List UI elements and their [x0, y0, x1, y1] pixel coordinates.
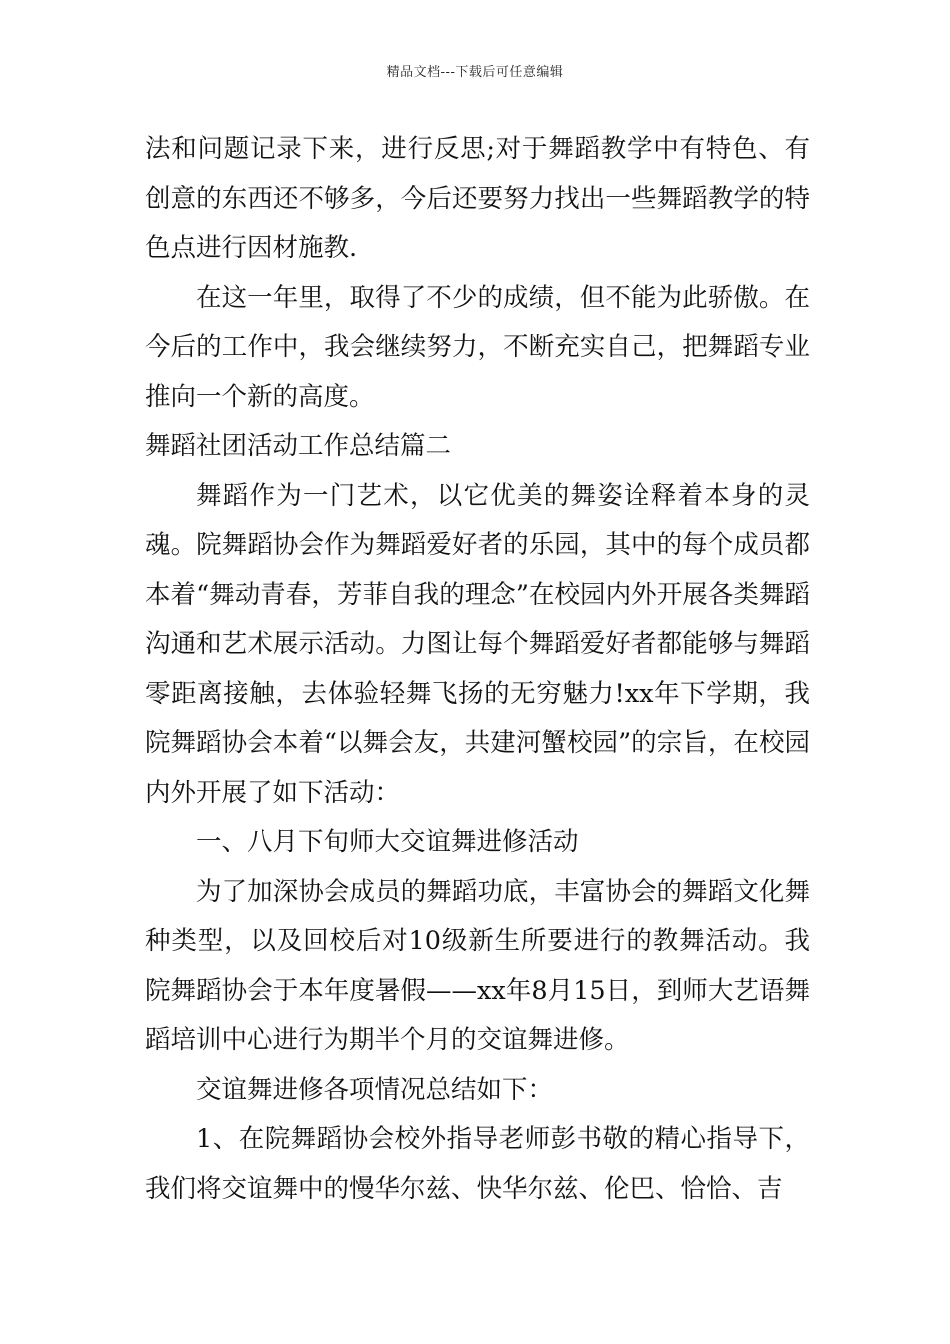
- page-header: 精品文档---下载后可任意编辑: [386, 65, 564, 80]
- paragraph-purpose: 为了加深协会成员的舞蹈功底，丰富协会的舞蹈文化舞种类型，以及回校后对10级新生所要进行的教舞活动。我院舞蹈协会于本年度暑假——xx年8月15日，到师大艺语舞蹈培训中心进行为期半个月的交谊舞进修。: [145, 876, 810, 1055]
- document-body: [145, 125, 810, 1214]
- section-title: 舞蹈社团活动工作总结篇二: [145, 431, 452, 461]
- paragraph-summary-lead: 交谊舞进修各项情况总结如下：: [196, 1074, 554, 1105]
- paragraph-conclusion: 在这一年里，取得了不少的成绩，但不能为此骄傲。在今后的工作中，我会继续努力，不断充实自己，把舞蹈专业推向一个新的高度。: [145, 282, 810, 412]
- paragraph-item-1: 1、在院舞蹈协会校外指导老师彭书敬的精心指导下，我们将交谊舞中的慢华尔兹、快华尔兹、伦巴、恰恰、吉: [145, 1124, 810, 1204]
- subsection-heading: 一、八月下旬师大交谊舞进修活动: [196, 827, 579, 857]
- paragraph-intro: 舞蹈作为一门艺术，以它优美的舞姿诠释着本身的灵魂。院舞蹈协会作为舞蹈爱好者的乐园，其中的每个成员都本着“舞动青春，芳菲自我的理念”在校园内外开展各类舞蹈沟通和艺术展示活动。力图让每个舞蹈爱好者都能够与舞蹈零距离接触，去体验轻舞飞扬的无穷魅力!xx年下学期，我院舞蹈协会本着“以舞会友，共建河蟹校园”的宗旨，在校园内外开展了如下活动：: [145, 480, 810, 808]
- paragraph-continuation: 法和问题记录下来，进行反思;对于舞蹈教学中有特色、有创意的东西还不够多，今后还要努力找出一些舞蹈教学的特色点进行因材施教.: [145, 134, 810, 263]
